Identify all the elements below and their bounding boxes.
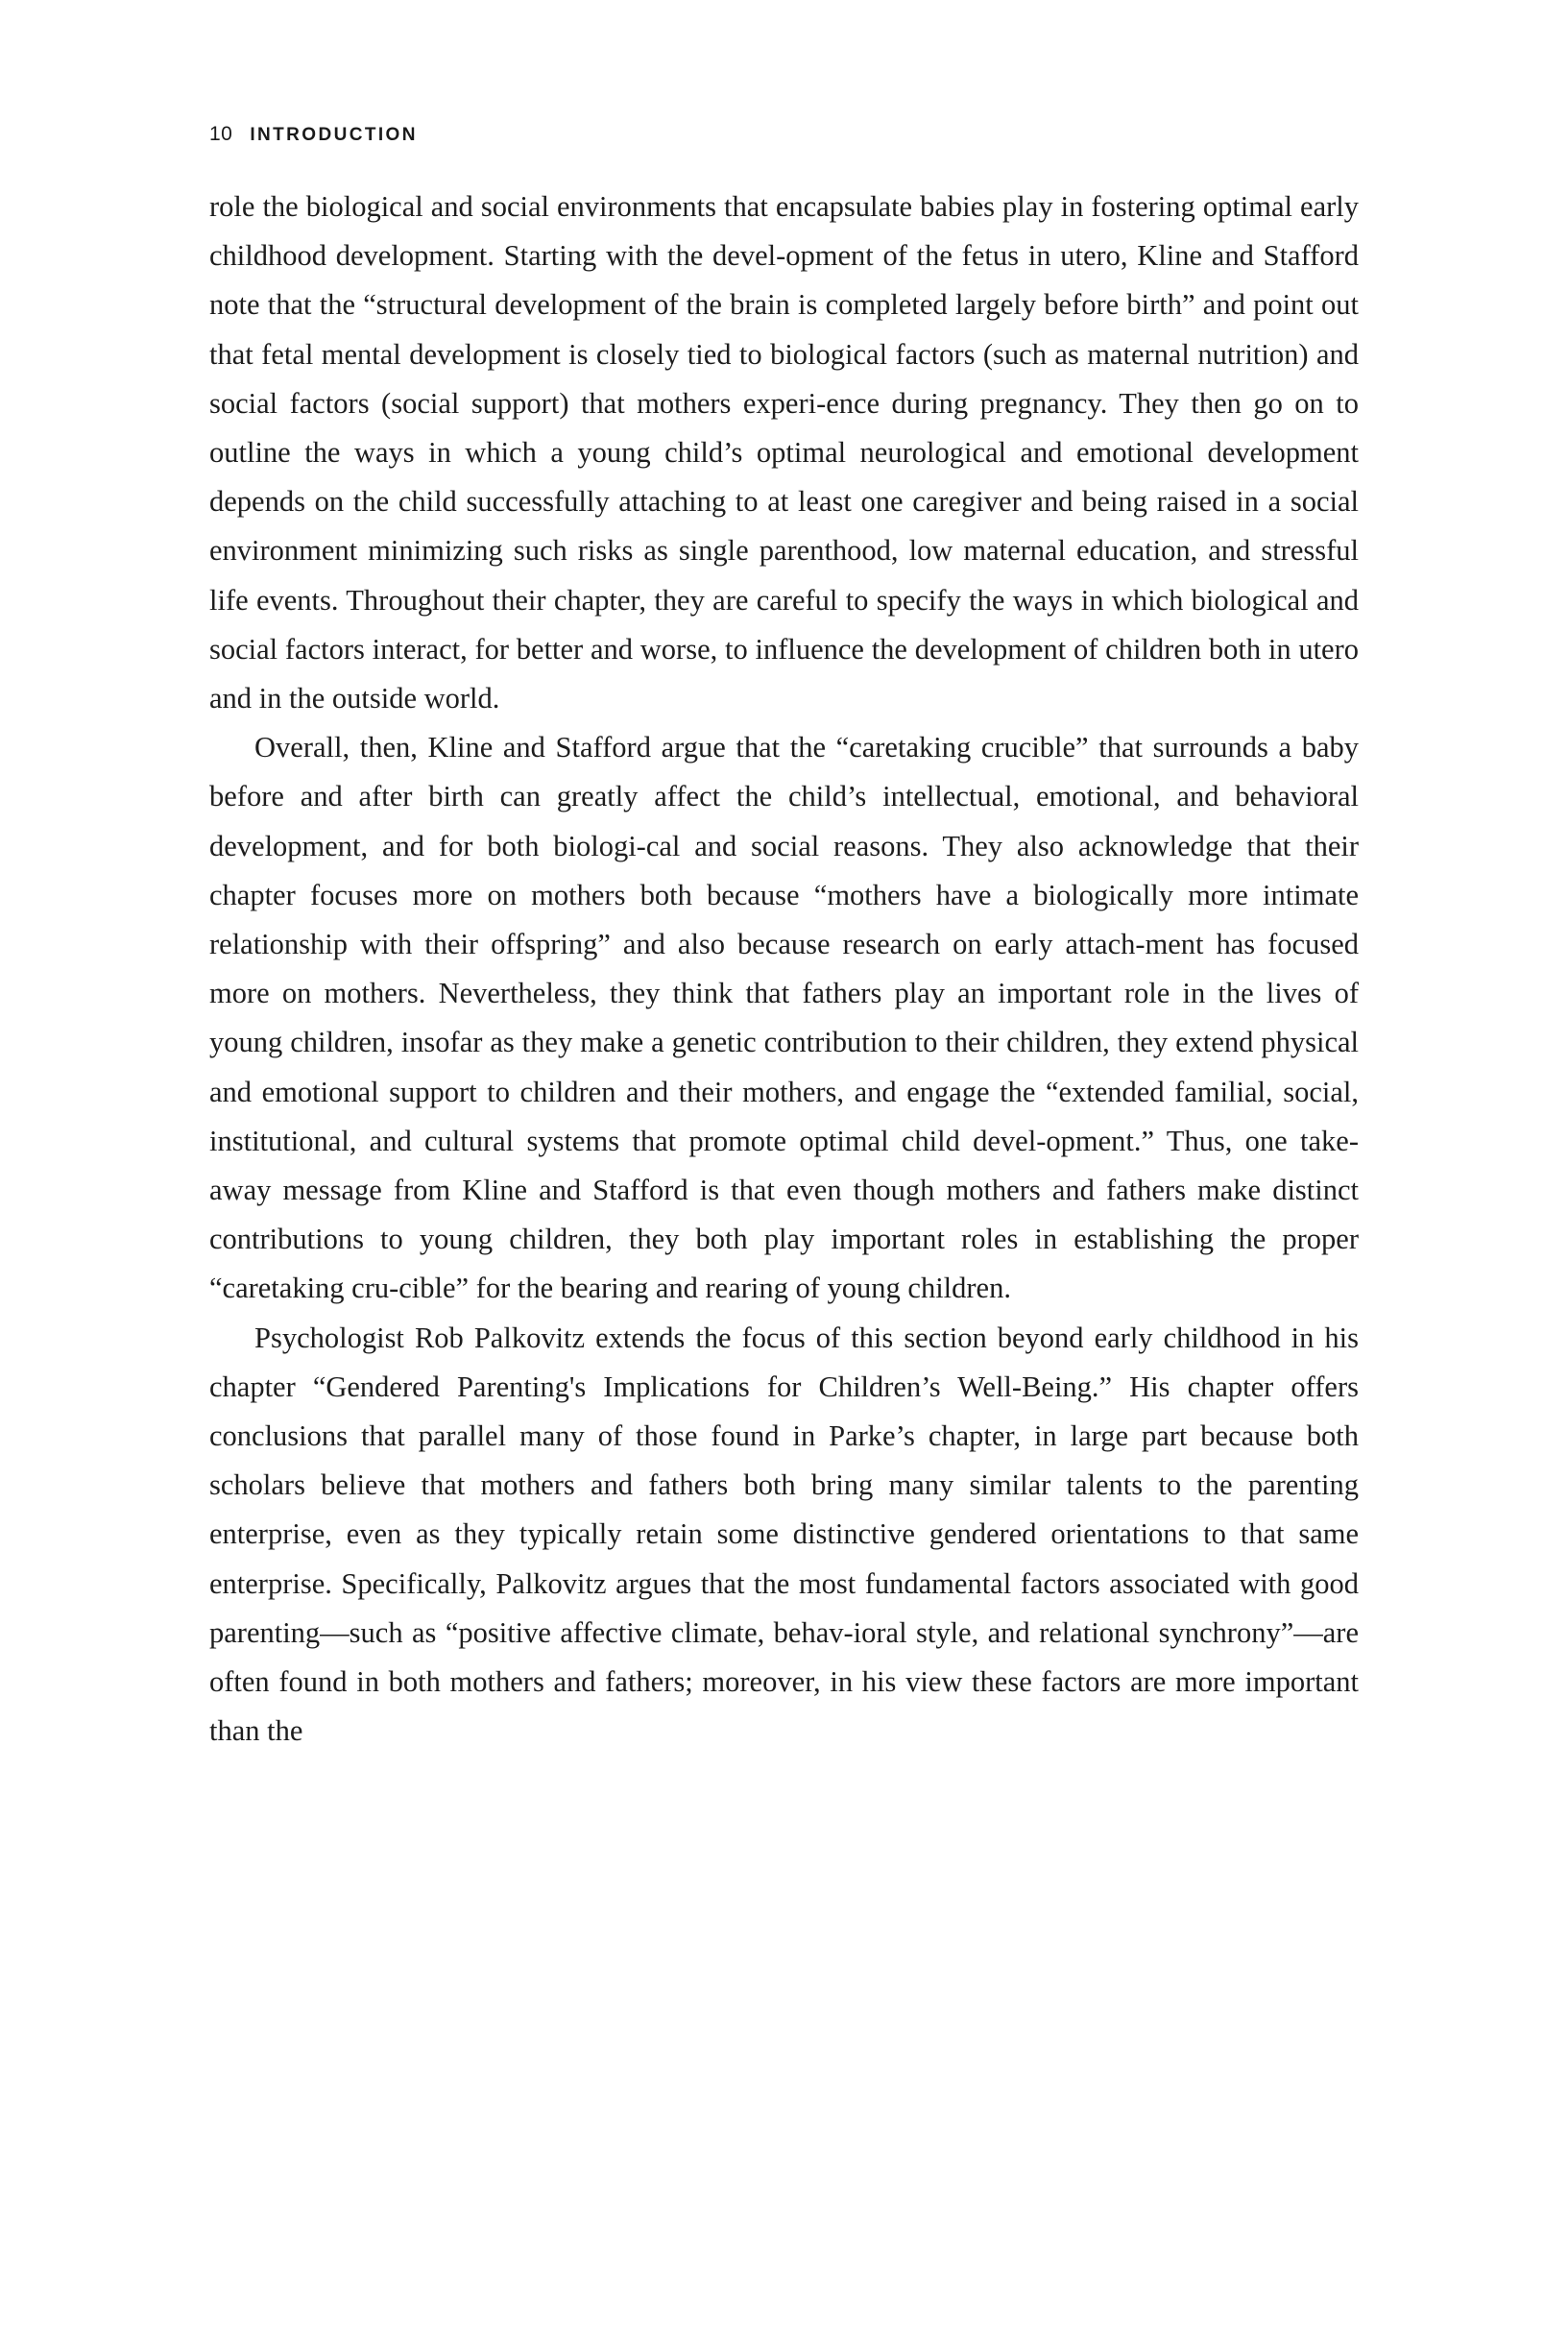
body-text-block (209, 182, 1359, 1757)
paragraph-continuation: role the biological and social environments that encapsulate babies play in fostering optimal early childhood development. Starting with the devel-opment of the fetus in utero, Kline and Stafford note that the “structural development of the brain is completed largely before birth” and point out that fetal mental development is closely tied to biological factors (such as maternal nutrition) and social factors (social support) that mothers experi-ence during pregnancy. They then go on to outline the ways in which a young child’s optimal neurological and emotional development depends on the child successfully attaching to at least one caregiver and being raised in a social environment minimizing such risks as single parenthood, low maternal education, and stressful life events. Throughout their chapter, they are careful to specify the ways in which biological and social factors interact, for better and worse, to influence the development of children both in utero and in the outside world. (209, 190, 1359, 715)
running-head-title: INTRODUCTION (250, 125, 418, 145)
paragraph-overall: Overall, then, Kline and Stafford argue that the “caretaking crucible” that surrounds a baby before and after birth can greatly affect the child’s intellectual, emotional, and behavioral development, and for both biologi-cal and social reasons. They also acknowledge that their chapter focuses more on mothers both because “mothers have a biologically more intimate relationship with their offspring” and also because research on early attach-ment has focused more on mothers. Nevertheless, they think that fathers play an important role in the lives of young children, insofar as they make a genetic contribution to their children, they extend physical and emotional support to children and their mothers, and engage the “extended familial, social, institutional, and cultural systems that promote optimal child devel-opment.” Thus, one take-away message from Kline and Stafford is that even though mothers and fathers make distinct contributions to young children, they both play important roles in establishing the proper “caretaking cru-cible” for the bearing and rearing of young children. (209, 731, 1359, 1305)
paragraph-palkovitz: Psychologist Rob Palkovitz extends the focus of this section beyond early childhood in his chapter “Gendered Parenting's Implications for Children’s Well-Being.” His chapter offers conclusions that parallel many of those found in Parke’s chapter, in large part because both scholars believe that mothers and fathers both bring many similar talents to the parenting enterprise, even as they typically retain some distinctive gendered orientations to that same enterprise. Specifically, Palkovitz argues that the most fundamental factors associated with good parenting—such as “positive affective climate, behav-ioral style, and relational synchrony”—are often found in both mothers and fathers; moreover, in his view these factors are more important than the (209, 1321, 1359, 1748)
running-head (209, 123, 418, 146)
page-number: 10 (209, 123, 233, 145)
